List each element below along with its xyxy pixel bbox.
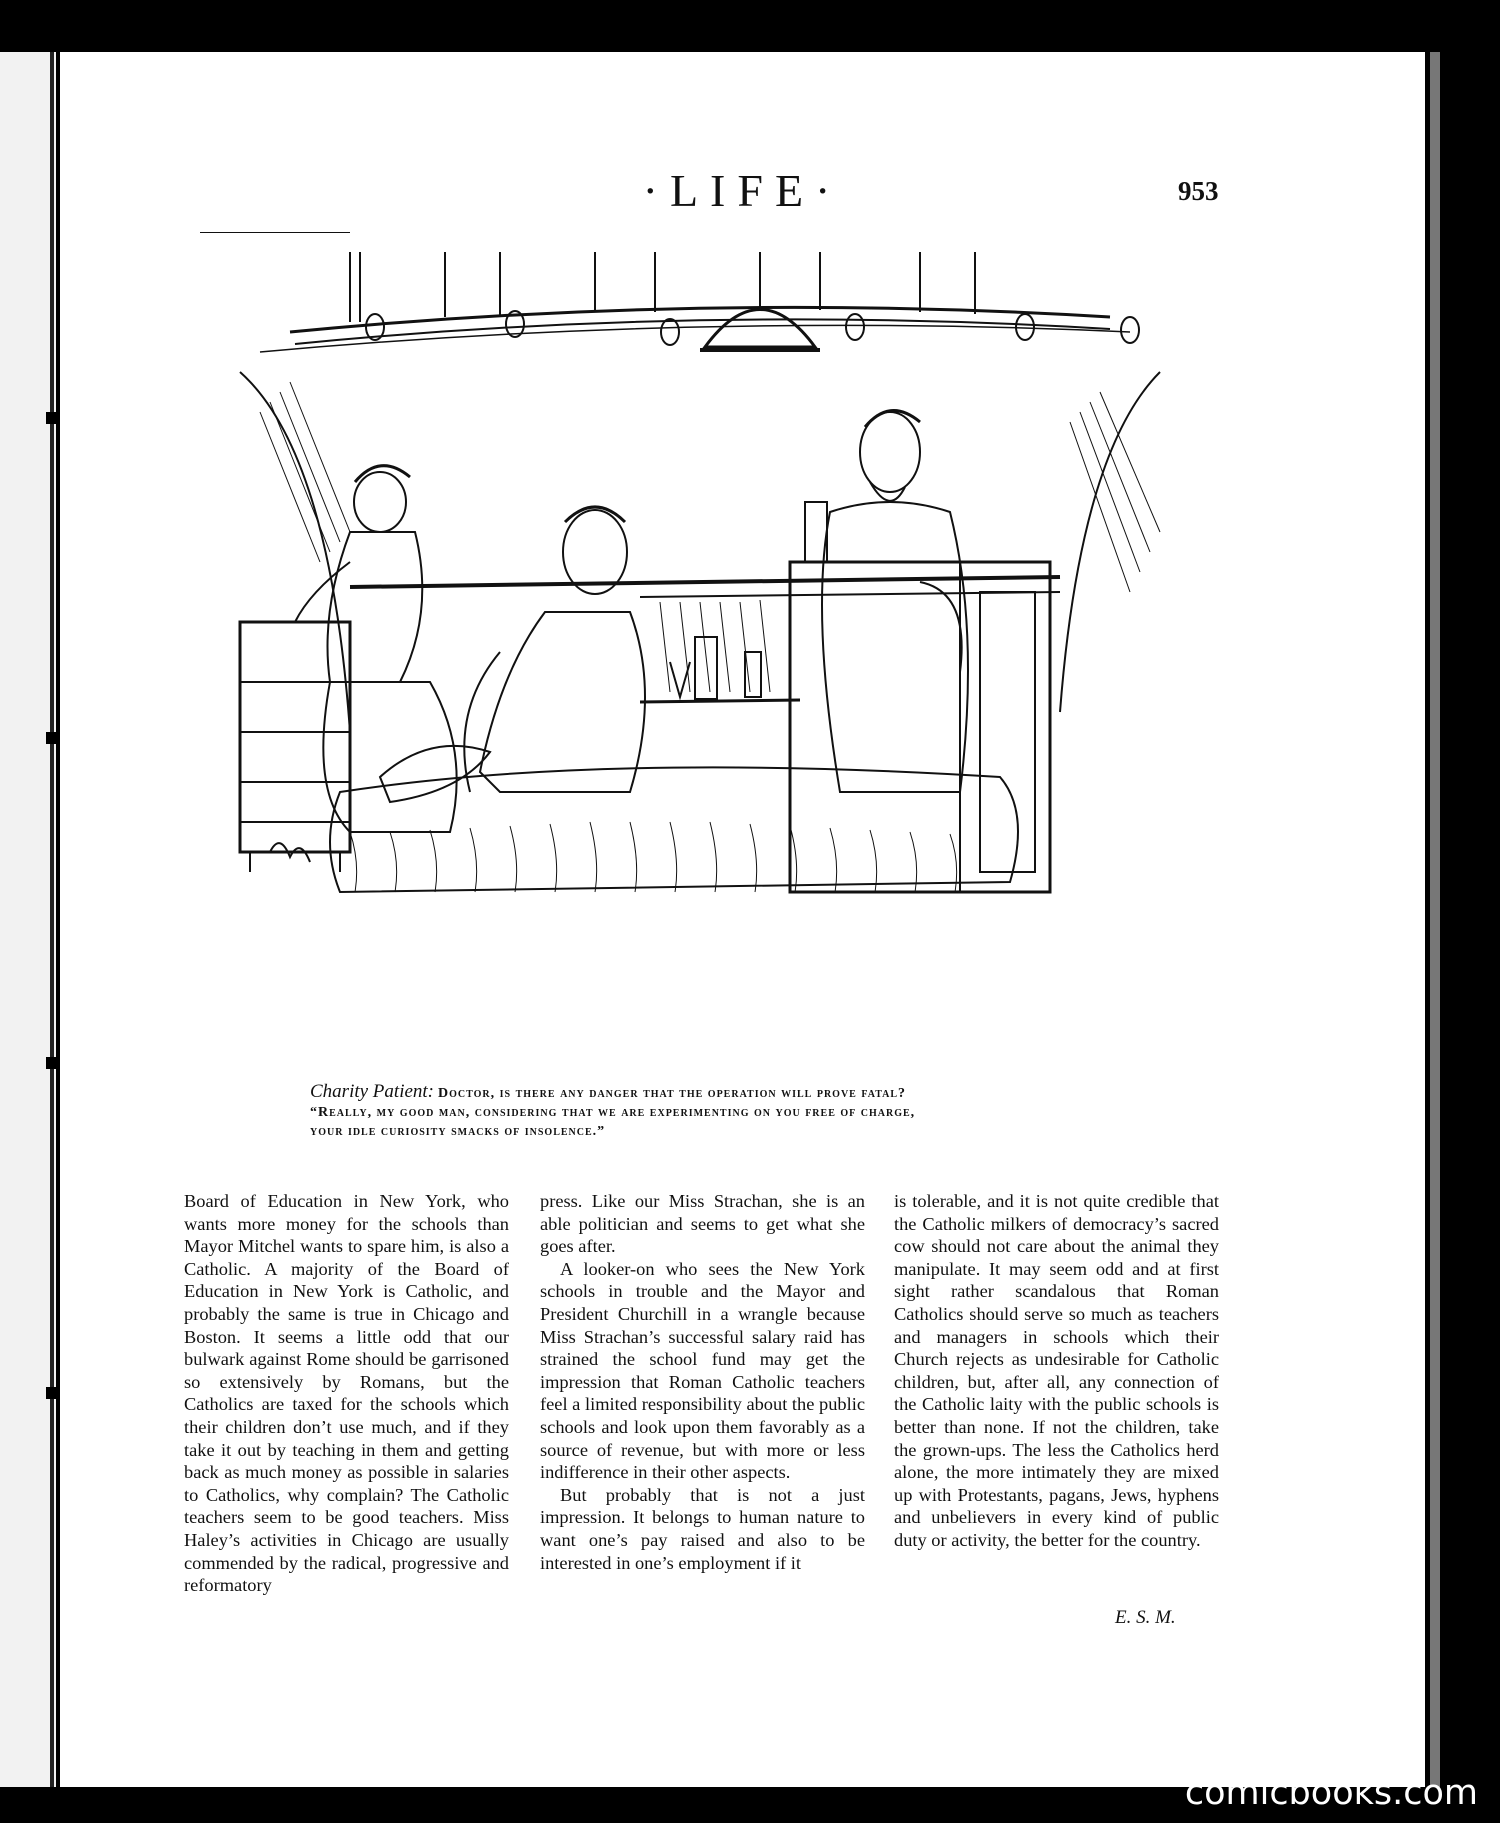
cartoon-caption [310,1082,1170,1141]
left-page-edge [0,52,56,1787]
article-column-3 [894,1190,1219,1552]
author-signature: E. S. M. [1115,1607,1176,1628]
article-column-2 [540,1190,865,1574]
binding-notch [46,1057,56,1069]
page-right-edge [1430,52,1440,1787]
article-paragraph: Board of Education in New York, who wants more money for the schools than Mayor Mitchel wants to spare him, is also a Catholic. A majority of the Board of Education in New York is Catholic, and probably the same is true in Chicago and Boston. It seems a little odd that our bulwark against Rome should be garrisoned so extensively by Romans, but the Catholics are taxed for the schools which their children don’t use much, and if they take it out by teaching in them and getting back as much money as possible in salaries to Catholics, why complain? The Catholic teachers seem to be good teachers. Miss Haley’s activities in Chicago are usually commended by the radical, progressive and reformatory [184,1191,509,1596]
caption-reply-line-1: “Really, my good man, considering that we are experimenting on you free of charge, [310,1105,916,1120]
caption-speaker: Charity Patient: [310,1081,435,1102]
caption-question: Doctor, is there any danger that the operation will prove fatal? [438,1086,907,1101]
article-paragraph: A looker-on who sees the New York schools in trouble and the Mayor and President Churchill in a wrangle because Miss Strachan’s successful salary raid has strained the school fund may get the impression that Roman Catholic teachers feel a limited responsibility about the public schools and look upon them favorably as a source of revenue, but with more or less indifference in their other aspects. [540,1258,865,1483]
magazine-title: ·LIFE· [642,165,843,216]
cartoon-illustration [200,232,1210,1072]
site-watermark: comicbooks.com [1184,1773,1478,1813]
binding-gutter [50,52,54,1787]
binding-notch [46,412,56,424]
page-number: 953 [1178,176,1219,206]
magazine-page [60,52,1425,1787]
binding-notch [46,732,56,744]
article-paragraph: is tolerable, and it is not quite credible that the Catholic milkers of democracy’s sacred cow should not care about the animal they manipulate. It may seem odd and at first sight rather scandalous that Roman Catholics should serve so much as teachers and managers in schools which their Church rejects as undesirable for Catholic children, but, after all, any connection of the Catholic laity with the public schools is better than none. If not the children, take the grown-ups. The less the Catholics herd alone, the more intimately they are mixed up with Protestants, pagans, Jews, hyphens and unbelievers in every kind of public duty or activity, the better for the country. [894,1191,1219,1550]
article-paragraph: But probably that is not a just impression. It belongs to human nature to want one’s pay raised and also to be interested in one’s employment if it [540,1484,865,1573]
article-paragraph: press. Like our Miss Strachan, she is an able politician and seems to get what she goes after. [540,1191,865,1257]
binding-notch [46,1387,56,1399]
caption-reply-line-2: your idle curiosity smacks of insolence.” [310,1124,606,1139]
article-column-1 [184,1190,509,1597]
